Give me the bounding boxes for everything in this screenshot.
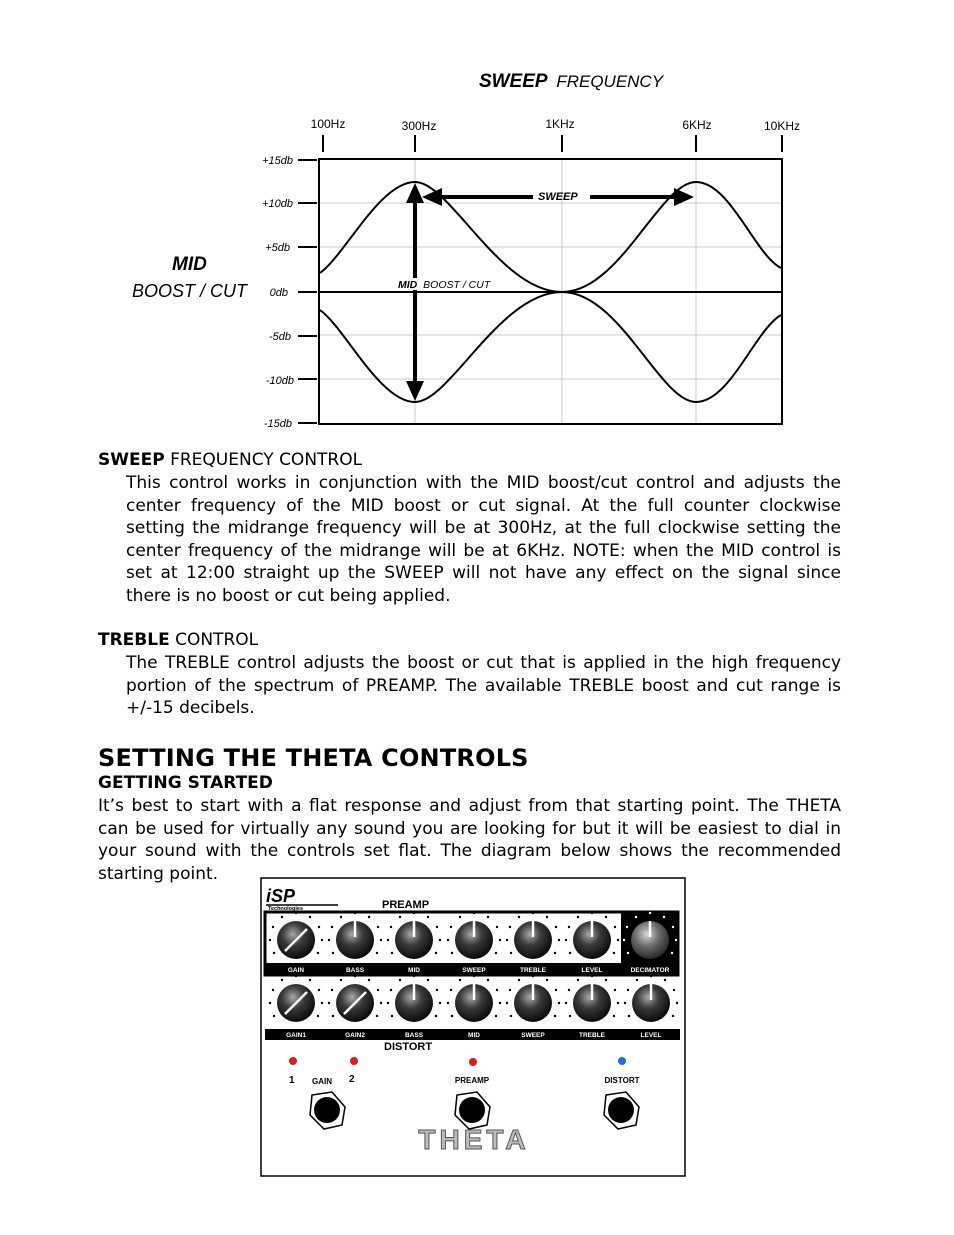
sweep-arrow-label: SWEEP	[538, 191, 578, 203]
logo-text: iSP	[266, 886, 296, 906]
distort-knob-label: GAIN2	[345, 1032, 365, 1039]
preamp-gain-knob[interactable]	[277, 921, 315, 959]
freq-tick-marks	[323, 135, 782, 152]
db-tick-marks	[298, 160, 317, 423]
led-label-1: 1	[289, 1075, 295, 1086]
preamp-title: PREAMP	[382, 899, 430, 911]
db-tick-label: +10db	[262, 198, 293, 210]
freq-tick-label: 300Hz	[401, 119, 437, 133]
eq-sweep-chart	[0, 0, 954, 440]
distort-bass-knob[interactable]	[395, 984, 433, 1022]
preamp-knob-label: SWEEP	[462, 967, 486, 974]
side-label-boost-cut: BOOST / CUT	[132, 281, 248, 301]
led-distort	[618, 1057, 626, 1065]
preamp-treble-knob[interactable]	[514, 921, 552, 959]
distort-gain2-knob[interactable]	[336, 984, 374, 1022]
distort-knob-label: SWEEP	[521, 1032, 545, 1039]
treble-section-heading: TREBLE CONTROL	[98, 630, 259, 650]
preamp-bass-knob[interactable]	[336, 921, 374, 959]
freq-tick-label: 6KHz	[682, 118, 712, 132]
chart-title: SWEEP FREQUENCY	[478, 71, 664, 92]
setting-title: SETTING THE THETA CONTROLS	[98, 744, 529, 772]
preamp-knob-label: GAIN	[287, 967, 305, 974]
distort-knob-label: TREBLE	[579, 1032, 605, 1039]
db-tick-label: +15db	[262, 155, 293, 167]
getting-started-text: It’s best to start with a flat response and adjust from that starting point. The THETA can be used for virtually any sound you are looking for but it will be easiest to dial in your sound with the controls set flat. The diagram below shows the recommended starting point.	[98, 796, 841, 884]
side-label-mid: MID	[172, 254, 207, 275]
distort-gain1-knob[interactable]	[277, 984, 315, 1022]
freq-tick-label: 10KHz	[763, 119, 801, 133]
freq-tick-label: 1KHz	[545, 117, 575, 131]
decimator-knob[interactable]	[631, 921, 669, 959]
preamp-knob-label: LEVEL	[581, 967, 603, 974]
distort-title: DISTORT	[384, 1041, 433, 1053]
led-gain-1	[289, 1057, 297, 1065]
distort-treble-knob[interactable]	[573, 984, 611, 1022]
theta-panel	[260, 877, 686, 1178]
distort-knob-label: GAIN1	[286, 1032, 306, 1039]
db-tick-label: -15db	[263, 418, 292, 430]
db-tick-label: -5db	[268, 331, 291, 343]
led-label-distort: DISTORT	[604, 1076, 640, 1085]
preamp-level-knob[interactable]	[573, 921, 611, 959]
db-tick-label: -10db	[265, 375, 294, 387]
theta-logo-text: THETA	[418, 1124, 530, 1155]
distort-knob-label: MID	[468, 1032, 480, 1039]
distort-sweep-knob[interactable]	[514, 984, 552, 1022]
sweep-section-text: This control works in conjunction with the MID boost/cut control and adjusts the center frequency of the MID boost or cut signal. At the full counter clockwise setting the midrange frequency will be at 300Hz, at the full clockwise setting the center frequency of the midrange will be at 6KHz. NOTE: when the MID control is set at 12:00 straight up the SWEEP will not have any effect on the signal since there is no boost or cut being applied.	[126, 473, 841, 606]
distort-knob-label: LEVEL	[640, 1032, 662, 1039]
led-label-gain: GAIN	[312, 1077, 332, 1086]
db-tick-label: 0db	[269, 287, 288, 299]
sweep-section-heading: SWEEP FREQUENCY CONTROL	[98, 450, 363, 470]
db-tick-label: +5db	[265, 242, 290, 254]
preamp-mid-knob[interactable]	[395, 921, 433, 959]
preamp-sweep-knob[interactable]	[455, 921, 493, 959]
freq-tick-label: 100Hz	[310, 117, 346, 131]
led-label-preamp: PREAMP	[454, 1076, 490, 1085]
distort-knob-label: BASS	[404, 1032, 424, 1039]
preamp-knob-label: MID	[408, 967, 420, 974]
distort-mid-knob[interactable]	[455, 984, 493, 1022]
led-preamp	[469, 1058, 477, 1066]
led-gain-2	[350, 1057, 358, 1065]
distort-level-knob[interactable]	[632, 984, 670, 1022]
getting-started-heading: GETTING STARTED	[98, 773, 273, 793]
preamp-knob-label: BASS	[345, 967, 365, 974]
treble-section-text: The TREBLE control adjusts the boost or cut that is applied in the high frequency portion of the spectrum of PREAMP. The available TREBLE boost and cut range is +/-15 decibels.	[126, 653, 841, 719]
logo-sub-text: Technologies	[268, 906, 304, 912]
decimator-label: DECIMATOR	[630, 967, 670, 974]
preamp-knob-label: TREBLE	[520, 967, 546, 974]
mid-arrow-label: MID BOOST / CUT	[398, 279, 491, 291]
led-label-2: 2	[349, 1074, 355, 1085]
